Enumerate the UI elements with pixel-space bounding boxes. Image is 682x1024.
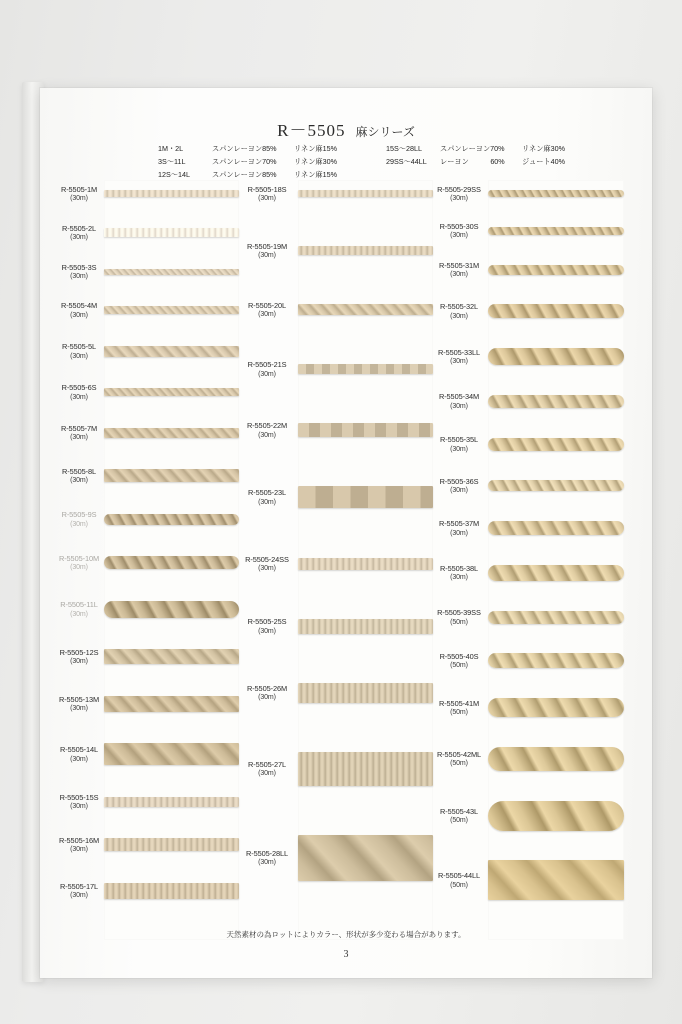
legend-material-1: スパンレーヨン85% [212,170,277,179]
sample-label [428,222,490,241]
sample-length: (30m) [70,311,88,319]
sample-label [428,807,490,826]
sample-swatch [488,698,624,717]
sample-code: R-5505-7M [60,423,98,433]
sample-length: (30m) [450,232,468,240]
title-code: R－5505 [277,121,346,140]
sample-length: (30m) [450,402,468,410]
sample-swatch [298,190,433,197]
sample-length: (30m) [258,627,276,635]
legend-material-1: スパンレーヨン70% [212,157,277,166]
sample-label [48,836,110,855]
sample-length: (30m) [70,564,88,572]
sample-label [236,421,298,440]
legend-row [386,144,588,154]
sample-length: (50m) [450,618,468,626]
sample-swatch [104,469,239,482]
sample-label [428,185,490,204]
sample-code: R-5505-11L [60,600,98,610]
sample-label [428,261,490,280]
sample-length: (30m) [70,434,88,442]
sample-label [428,871,490,890]
sample-label [48,263,110,282]
sample-label [48,648,110,667]
sample-label [48,424,110,443]
sample-code: R-5505-21S [247,360,287,370]
sample-swatch [104,649,239,664]
sample-swatch [298,486,433,508]
legend-code: 29SS～44LL [386,157,427,166]
sample-length: (30m) [70,234,88,242]
sample-swatch [104,228,239,237]
sample-code: R-5505-41M [438,698,480,708]
sample-code: R-5505-39SS [437,608,481,617]
sample-column-3 [428,180,628,940]
sample-length: (30m) [258,370,276,378]
sample-length: (50m) [450,709,468,716]
sample-length: (30m) [258,195,276,202]
sample-label [236,684,298,703]
sample-swatch [104,388,239,396]
sample-swatch [488,348,624,365]
legend-code: 12S～14L [158,170,190,179]
sample-label [428,302,490,321]
sample-code: R-5505-42ML [436,749,482,759]
sample-length: (30m) [258,565,276,573]
sample-length: (30m) [450,271,468,278]
sample-swatch [488,265,624,275]
sample-label [428,519,490,538]
sample-swatch [104,190,239,197]
sample-code: R-5505-15S [59,792,99,802]
sample-length: (30m) [450,312,468,320]
sample-label [48,185,110,204]
sample-label [428,564,490,583]
sample-swatch [298,246,433,255]
sample-code: R-5505-26M [246,683,288,693]
sample-code: R-5505-28LL [245,848,289,858]
sample-label [428,608,490,627]
sample-code: R-5505-24SS [245,554,289,564]
sample-column-2 [236,180,436,940]
sample-label [48,600,110,619]
sample-label [236,360,298,379]
sample-code: R-5505-36S [439,476,479,486]
sample-swatch [488,565,624,581]
sample-label [48,554,110,573]
legend-material-2: リネン麻15% [294,144,337,153]
sample-code: R-5505-37M [438,519,480,528]
sample-label [428,750,490,769]
sample-swatch [104,696,239,712]
sample-code: R-5505-20L [247,300,287,310]
sample-swatch [488,611,624,624]
sample-label [48,383,110,402]
legend-material-2: リネン麻15% [294,170,337,179]
sample-length: (30m) [70,705,88,713]
sample-length: (30m) [258,859,276,867]
sample-swatch [488,521,624,535]
sample-swatch [104,346,239,357]
sample-swatch [298,304,433,315]
sample-label [48,342,110,361]
legend-code: 15S～28LL [386,144,422,153]
sample-length: (50m) [450,760,468,768]
sample-swatch [488,653,624,668]
sample-label [428,392,490,411]
legend-material-2: リネン麻30% [522,144,565,153]
sample-code: R-5505-18S [247,184,287,194]
sample-code: R-5505-12S [59,647,99,657]
sample-label [236,242,298,261]
sample-swatch [298,423,433,437]
sample-length: (30m) [450,574,468,582]
sample-length: (50m) [450,881,468,889]
sample-label [48,695,110,714]
sample-label [428,348,490,367]
sample-length: (30m) [70,352,88,360]
legend-material-1: レーヨン 60% [440,157,505,166]
sample-code: R-5505-9S [61,510,97,520]
sample-code: R-5505-22M [246,421,288,431]
sample-length: (50m) [450,817,468,824]
sample-code: R-5505-44LL [437,871,481,881]
sample-swatch [104,797,239,807]
sample-code: R-5505-5L [61,342,97,352]
sample-label [48,745,110,764]
sample-code: R-5505-17L [59,881,99,891]
sample-length: (30m) [70,803,88,811]
sample-code: R-5505-34M [438,392,480,402]
sheet-inner [40,88,652,978]
sample-code: R-5505-14L [59,745,99,755]
sample-code: R-5505-19M [246,241,288,251]
sample-swatch [488,801,624,831]
sample-length: (50m) [450,662,468,670]
sample-card-sheet [40,88,652,978]
legend-row [158,144,360,154]
sample-label [48,793,110,812]
sample-label [236,301,298,320]
sample-label [236,185,298,204]
sample-swatch [298,683,433,703]
sample-code: R-5505-23L [247,488,287,498]
sample-label [236,555,298,574]
sample-code: R-5505-29SS [437,184,481,194]
sample-length: (30m) [70,658,88,666]
sample-swatch [104,743,239,765]
sample-code: R-5505-32L [439,302,479,312]
sample-label [236,849,298,868]
sample-code: R-5505-33LL [437,347,481,357]
legend-material-2: リネン麻30% [294,157,337,166]
sample-code: R-5505-35L [439,435,479,444]
sample-code: R-5505-10M [58,553,100,563]
sample-code: R-5505-13M [58,694,100,704]
sample-length: (30m) [70,520,88,528]
sample-swatch [488,438,624,451]
sample-swatch [104,306,239,314]
sample-code: R-5505-1M [60,184,98,194]
sample-swatch [298,835,433,881]
sample-label [428,699,490,718]
legend-row [386,157,588,167]
material-legend [158,144,565,180]
sample-swatch [104,428,239,438]
sample-code: R-5505-40S [439,651,479,661]
sample-swatch [298,558,433,570]
sample-code: R-5505-27L [247,759,287,769]
sample-label [428,435,490,454]
sample-swatch [104,514,239,525]
sample-length: (30m) [450,195,468,202]
sample-length: (30m) [70,755,88,763]
sample-length: (30m) [258,694,276,702]
sample-swatch [104,601,239,618]
legend-material-1: スパンレーヨン70% [440,144,505,153]
legend-material-1: スパンレーヨン85% [212,144,277,153]
sample-label [48,224,110,243]
sample-code: R-5505-16M [58,835,100,845]
sample-code: R-5505-25S [247,617,287,627]
sample-length: (30m) [70,393,88,401]
sample-code: R-5505-2L [61,223,97,233]
sample-swatch [104,883,239,899]
sample-label [236,760,298,779]
sample-label [428,652,490,671]
sample-length: (30m) [450,358,468,365]
sample-length: (30m) [70,610,88,618]
sample-length: (30m) [258,770,276,778]
sample-swatch [488,395,624,408]
sample-swatch [104,838,239,851]
sample-code: R-5505-3S [61,262,97,272]
sample-label [236,488,298,507]
sample-swatch [298,364,433,374]
sample-swatch [488,480,624,491]
legend-code: 1M・2L [158,144,184,153]
sample-length: (30m) [70,477,88,485]
page-number: 3 [343,949,349,960]
sample-label [428,477,490,496]
legend-col-right [386,144,588,180]
sample-code: R-5505-8L [61,466,97,476]
title-series: 麻シリーズ [355,125,415,139]
sample-code: R-5505-31M [438,260,480,270]
page-title [40,116,652,141]
sample-length: (30m) [258,311,276,319]
footer-note: 天然素材の為ロットによりカラー、形状が多少変わる場合があります。 [226,930,466,939]
sample-label [48,882,110,901]
sample-code: R-5505-4M [60,301,98,311]
sample-length: (30m) [258,431,276,439]
sample-code: R-5505-38L [439,563,479,573]
sample-swatch [488,304,624,318]
sample-swatch [488,747,624,771]
sample-length: (30m) [70,195,88,202]
legend-col-left [158,144,360,180]
sample-swatch [104,269,239,275]
sample-swatch [298,619,433,634]
sample-label [48,301,110,320]
sample-length: (30m) [70,846,88,854]
sample-swatch [488,860,624,900]
sample-label [48,467,110,486]
sample-length: (30m) [70,892,88,900]
sample-swatch [488,227,624,235]
sample-length: (30m) [258,252,276,260]
sample-column-1 [48,180,243,940]
sample-length: (30m) [258,498,276,506]
legend-code: 3S～11L [158,157,186,166]
legend-row [158,157,360,167]
sample-label [48,510,110,529]
sample-length: (30m) [450,445,468,453]
sample-code: R-5505-43L [439,806,479,816]
sample-code: R-5505-6S [61,383,97,393]
sample-swatch [298,752,433,786]
legend-material-2: ジュート40% [522,157,565,166]
sample-length: (30m) [70,273,88,281]
sample-label [236,617,298,636]
sample-length: (30m) [450,487,468,495]
sample-swatch [488,190,624,197]
legend-row [158,170,360,180]
sample-code: R-5505-30S [439,221,479,231]
sample-swatch [104,556,239,569]
sample-length: (30m) [450,529,468,537]
